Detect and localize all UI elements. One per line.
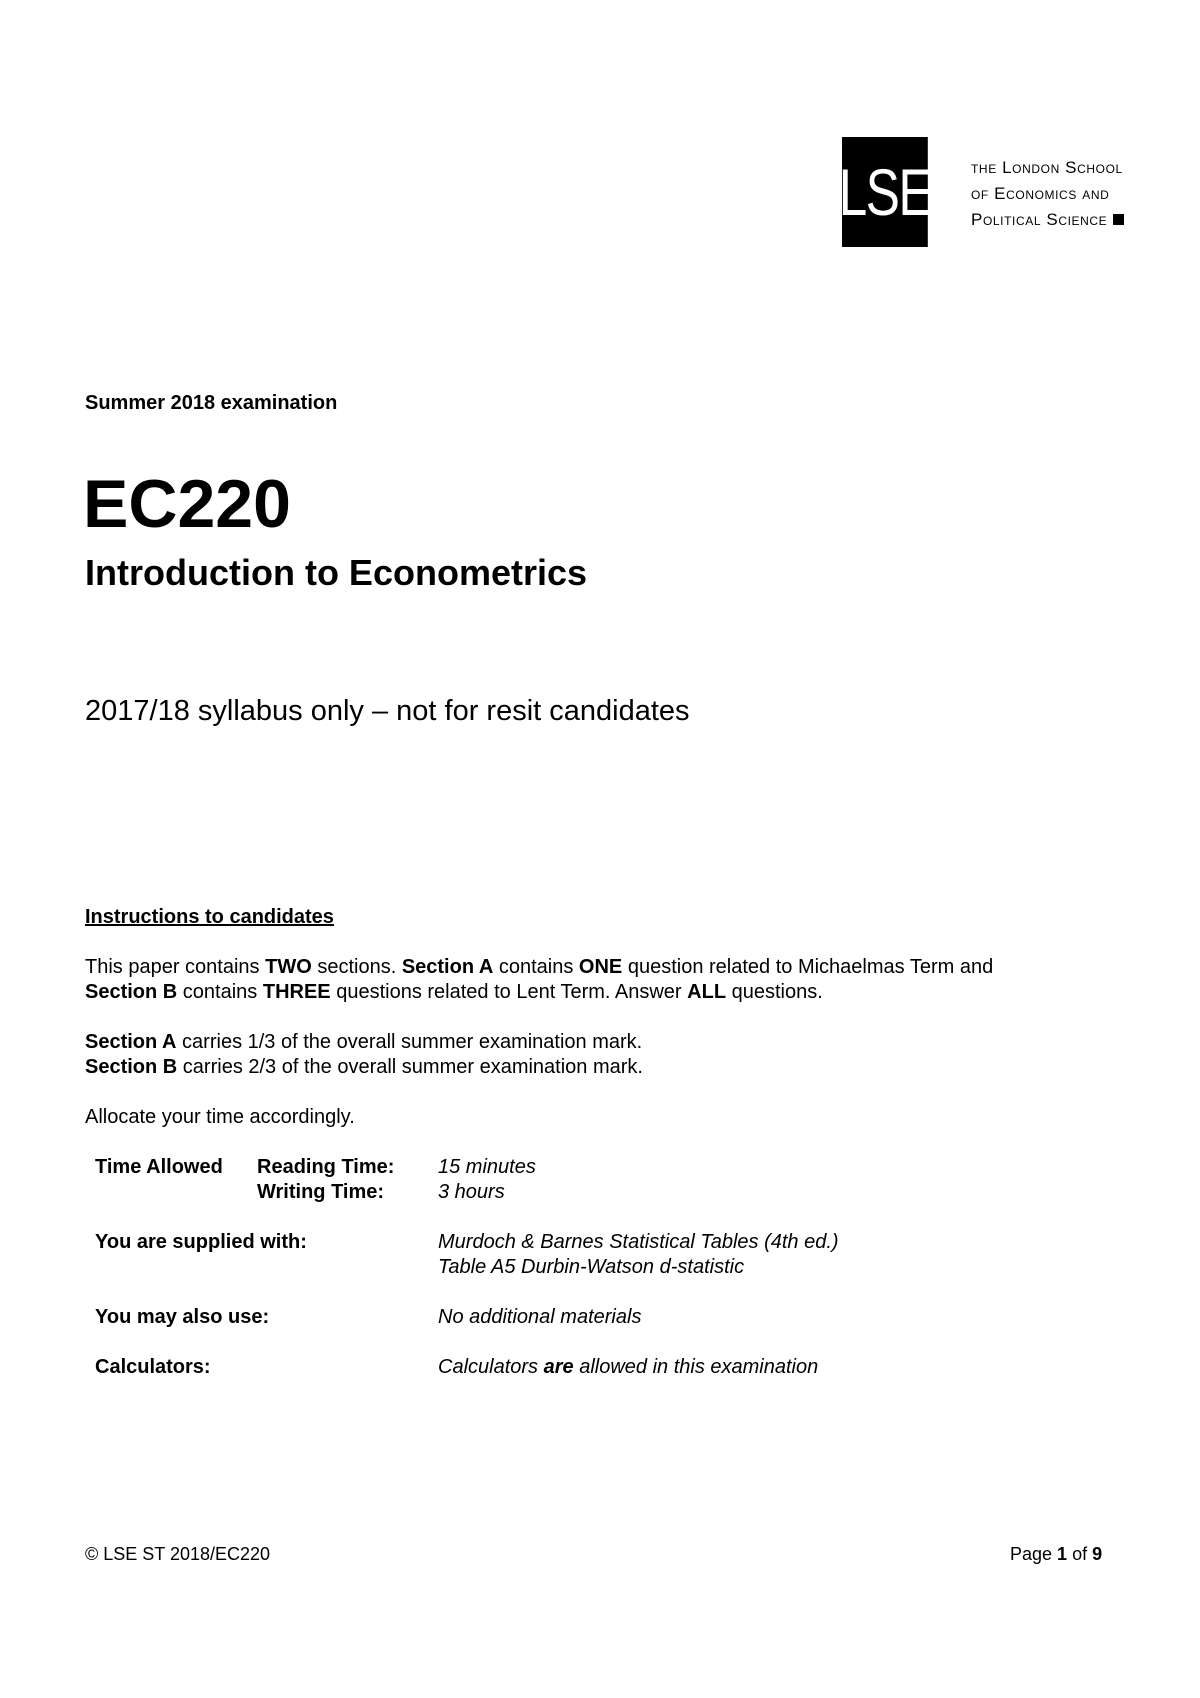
writing-time-label: Writing Time: [257,1181,385,1203]
time-allowed-label: Time Allowed [95,1156,223,1178]
logo-line-3: Political Science [971,207,1124,233]
instructions-paragraph-2: Section A carries 1/3 of the overall summer examination mark. Section B carries 2/3 of the overall summer examination mark. [85,1031,643,1078]
calculators-value: Calculators are allowed in this examination [438,1356,819,1378]
logo-line-1: the London School [971,158,1123,177]
instructions-heading: Instructions to candidates [85,906,334,928]
course-title: Introduction to Econometrics [85,552,588,593]
footer-copyright: © LSE ST 2018/EC220 [85,1544,271,1564]
instructions-paragraph-3: Allocate your time accordingly. [85,1106,355,1128]
instructions-section [85,905,1135,1130]
logo-square-icon [1113,214,1124,225]
reading-time-label: Reading Time: [257,1156,395,1178]
footer-page-number: Page 1 of 9 [1010,1544,1103,1564]
lse-logo-mark [838,137,932,247]
supplied-value-1: Murdoch & Barnes Statistical Tables (4th ed.) [438,1231,839,1253]
course-code: EC220 [83,466,291,542]
writing-time-value: 3 hours [438,1181,505,1203]
lse-logo-wordmark [971,155,1124,233]
also-use-value: No additional materials [438,1306,642,1328]
lse-logo [838,137,1123,247]
supplied-label: You are supplied with: [95,1231,307,1253]
lse-logo-mark-text: LSE [838,155,932,229]
also-use-label: You may also use: [95,1306,270,1328]
syllabus-note: 2017/18 syllabus only – not for resit candidates [85,695,690,727]
instructions-paragraph-1: This paper contains TWO sections. Section A contains ONE question related to Michaelmas Term and Section B contains THREE questions related to Lent Term. Answer ALL questions. [85,956,994,1003]
supplied-value-2: Table A5 Durbin-Watson d-statistic [438,1256,745,1278]
exam-session: Summer 2018 examination [85,392,338,414]
reading-time-value: 15 minutes [438,1156,536,1178]
logo-line-2: of Economics and [971,184,1110,203]
calculators-label: Calculators: [95,1356,211,1378]
